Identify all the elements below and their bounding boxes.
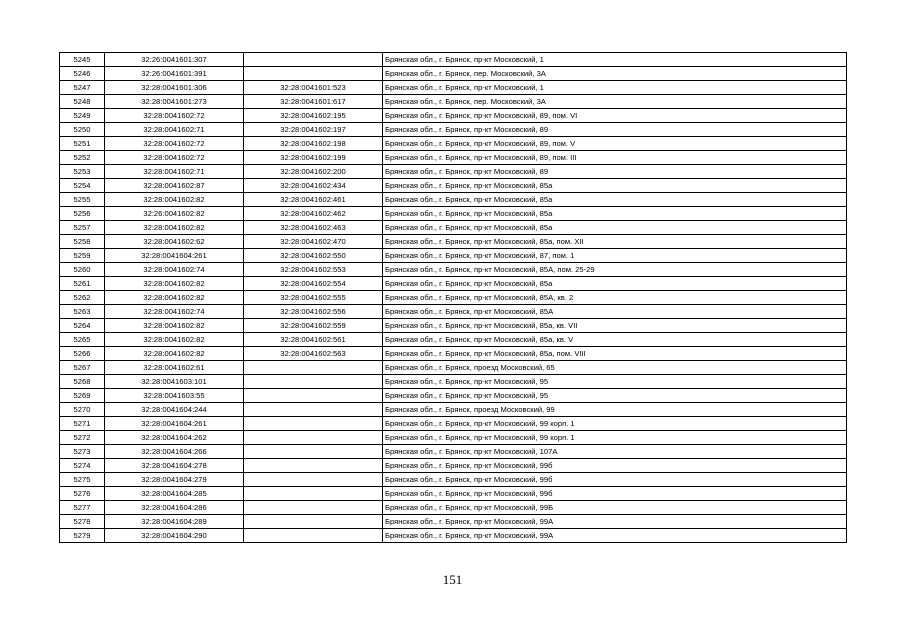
address-cell: Брянская обл., г. Брянск, пр-кт Московский, 89 bbox=[383, 123, 847, 137]
table-row bbox=[60, 333, 847, 347]
cadastral-number-cell: 32:28:0041602:82 bbox=[105, 319, 244, 333]
cadastral-number-cell: 32:28:0041604:244 bbox=[105, 403, 244, 417]
address-cell: Брянская обл., г. Брянск, пр-кт Московский, 107А bbox=[383, 445, 847, 459]
cadastral-number-cell: 32:28:0041602:61 bbox=[105, 361, 244, 375]
table-row bbox=[60, 193, 847, 207]
row-number-cell: 5260 bbox=[60, 263, 105, 277]
row-number-cell: 5248 bbox=[60, 95, 105, 109]
cadastral-number-cell: 32:28:0041604:285 bbox=[105, 487, 244, 501]
address-cell: Брянская обл., г. Брянск, пр-кт Московский, 1 bbox=[383, 53, 847, 67]
address-cell: Брянская обл., г. Брянск, пр-кт Московский, 85а, пом. XII bbox=[383, 235, 847, 249]
cadastral-number-cell: 32:28:0041602:74 bbox=[105, 263, 244, 277]
row-number-cell: 5265 bbox=[60, 333, 105, 347]
linked-cadastral-number-cell: 32:28:0041602:553 bbox=[244, 263, 383, 277]
address-cell: Брянская обл., г. Брянск, пр-кт Московский, 85А bbox=[383, 305, 847, 319]
table-row bbox=[60, 249, 847, 263]
row-number-cell: 5263 bbox=[60, 305, 105, 319]
row-number-cell: 5253 bbox=[60, 165, 105, 179]
table-row bbox=[60, 179, 847, 193]
registry-table-body bbox=[60, 53, 847, 543]
address-cell: Брянская обл., г. Брянск, пр-кт Московский, 99А bbox=[383, 515, 847, 529]
linked-cadastral-number-cell: 32:28:0041602:554 bbox=[244, 277, 383, 291]
linked-cadastral-number-cell bbox=[244, 375, 383, 389]
row-number-cell: 5252 bbox=[60, 151, 105, 165]
linked-cadastral-number-cell: 32:28:0041602:462 bbox=[244, 207, 383, 221]
cadastral-number-cell: 32:28:0041602:87 bbox=[105, 179, 244, 193]
address-cell: Брянская обл., г. Брянск, пр-кт Московский, 95 bbox=[383, 375, 847, 389]
table-row bbox=[60, 389, 847, 403]
table-row bbox=[60, 263, 847, 277]
address-cell: Брянская обл., г. Брянск, пер. Московский, 3А bbox=[383, 67, 847, 81]
row-number-cell: 5267 bbox=[60, 361, 105, 375]
table-row bbox=[60, 319, 847, 333]
address-cell: Брянская обл., г. Брянск, пр-кт Московский, 85а bbox=[383, 221, 847, 235]
linked-cadastral-number-cell: 32:28:0041602:556 bbox=[244, 305, 383, 319]
row-number-cell: 5245 bbox=[60, 53, 105, 67]
address-cell: Брянская обл., г. Брянск, пр-кт Московский, 85а bbox=[383, 193, 847, 207]
cadastral-number-cell: 32:28:0041602:82 bbox=[105, 333, 244, 347]
linked-cadastral-number-cell bbox=[244, 361, 383, 375]
row-number-cell: 5275 bbox=[60, 473, 105, 487]
table-row bbox=[60, 277, 847, 291]
address-cell: Брянская обл., г. Брянск, пр-кт Московский, 85а bbox=[383, 277, 847, 291]
linked-cadastral-number-cell bbox=[244, 487, 383, 501]
table-row bbox=[60, 529, 847, 543]
table-row bbox=[60, 347, 847, 361]
row-number-cell: 5262 bbox=[60, 291, 105, 305]
row-number-cell: 5272 bbox=[60, 431, 105, 445]
table-row bbox=[60, 501, 847, 515]
table-row bbox=[60, 487, 847, 501]
cadastral-number-cell: 32:28:0041604:286 bbox=[105, 501, 244, 515]
table-row bbox=[60, 123, 847, 137]
table-row bbox=[60, 165, 847, 179]
table-row bbox=[60, 221, 847, 235]
linked-cadastral-number-cell: 32:28:0041602:461 bbox=[244, 193, 383, 207]
cadastral-number-cell: 32:28:0041602:72 bbox=[105, 151, 244, 165]
linked-cadastral-number-cell: 32:28:0041602:555 bbox=[244, 291, 383, 305]
table-row bbox=[60, 431, 847, 445]
address-cell: Брянская обл., г. Брянск, пр-кт Московский, 99А bbox=[383, 529, 847, 543]
linked-cadastral-number-cell: 32:28:0041601:617 bbox=[244, 95, 383, 109]
row-number-cell: 5271 bbox=[60, 417, 105, 431]
address-cell: Брянская обл., г. Брянск, пр-кт Московский, 89, пом. VI bbox=[383, 109, 847, 123]
cadastral-number-cell: 32:28:0041602:72 bbox=[105, 109, 244, 123]
linked-cadastral-number-cell: 32:28:0041602:195 bbox=[244, 109, 383, 123]
linked-cadastral-number-cell: 32:28:0041602:470 bbox=[244, 235, 383, 249]
cadastral-number-cell: 32:28:0041604:266 bbox=[105, 445, 244, 459]
cadastral-number-cell: 32:28:0041604:290 bbox=[105, 529, 244, 543]
table-row bbox=[60, 137, 847, 151]
linked-cadastral-number-cell bbox=[244, 431, 383, 445]
linked-cadastral-number-cell: 32:28:0041602:463 bbox=[244, 221, 383, 235]
linked-cadastral-number-cell bbox=[244, 67, 383, 81]
registry-table bbox=[59, 52, 847, 543]
cadastral-number-cell: 32:28:0041602:62 bbox=[105, 235, 244, 249]
table-row bbox=[60, 207, 847, 221]
linked-cadastral-number-cell bbox=[244, 473, 383, 487]
row-number-cell: 5278 bbox=[60, 515, 105, 529]
row-number-cell: 5266 bbox=[60, 347, 105, 361]
linked-cadastral-number-cell: 32:28:0041602:563 bbox=[244, 347, 383, 361]
table-row bbox=[60, 459, 847, 473]
cadastral-number-cell: 32:28:0041602:82 bbox=[105, 193, 244, 207]
address-cell: Брянская обл., г. Брянск, пр-кт Московский, 89 bbox=[383, 165, 847, 179]
table-row bbox=[60, 81, 847, 95]
table-row bbox=[60, 291, 847, 305]
linked-cadastral-number-cell: 32:28:0041602:559 bbox=[244, 319, 383, 333]
cadastral-number-cell: 32:26:0041601:307 bbox=[105, 53, 244, 67]
address-cell: Брянская обл., г. Брянск, проезд Московский, 65 bbox=[383, 361, 847, 375]
address-cell: Брянская обл., г. Брянск, пр-кт Московский, 85а, пом. VIII bbox=[383, 347, 847, 361]
row-number-cell: 5277 bbox=[60, 501, 105, 515]
table-row bbox=[60, 375, 847, 389]
table-row bbox=[60, 361, 847, 375]
address-cell: Брянская обл., г. Брянск, пр-кт Московский, 87, пом. 1 bbox=[383, 249, 847, 263]
linked-cadastral-number-cell: 32:28:0041602:561 bbox=[244, 333, 383, 347]
table-row bbox=[60, 151, 847, 165]
cadastral-number-cell: 32:28:0041604:261 bbox=[105, 249, 244, 263]
table-row bbox=[60, 403, 847, 417]
linked-cadastral-number-cell bbox=[244, 529, 383, 543]
address-cell: Брянская обл., г. Брянск, пр-кт Московский, 99б bbox=[383, 473, 847, 487]
row-number-cell: 5259 bbox=[60, 249, 105, 263]
row-number-cell: 5255 bbox=[60, 193, 105, 207]
cadastral-number-cell: 32:26:0041601:391 bbox=[105, 67, 244, 81]
row-number-cell: 5276 bbox=[60, 487, 105, 501]
linked-cadastral-number-cell: 32:28:0041602:197 bbox=[244, 123, 383, 137]
cadastral-number-cell: 32:28:0041601:273 bbox=[105, 95, 244, 109]
row-number-cell: 5250 bbox=[60, 123, 105, 137]
address-cell: Брянская обл., г. Брянск, пр-кт Московский, 85А, пом. 25-29 bbox=[383, 263, 847, 277]
table-row bbox=[60, 305, 847, 319]
table-row bbox=[60, 445, 847, 459]
table-row bbox=[60, 417, 847, 431]
cadastral-number-cell: 32:28:0041602:82 bbox=[105, 291, 244, 305]
address-cell: Брянская обл., г. Брянск, пр-кт Московский, 89, пом. III bbox=[383, 151, 847, 165]
address-cell: Брянская обл., г. Брянск, пр-кт Московский, 99б bbox=[383, 487, 847, 501]
cadastral-number-cell: 32:28:0041604:278 bbox=[105, 459, 244, 473]
cadastral-number-cell: 32:28:0041602:74 bbox=[105, 305, 244, 319]
address-cell: Брянская обл., г. Брянск, пр-кт Московский, 99 корп. 1 bbox=[383, 431, 847, 445]
linked-cadastral-number-cell: 32:28:0041602:434 bbox=[244, 179, 383, 193]
row-number-cell: 5258 bbox=[60, 235, 105, 249]
row-number-cell: 5270 bbox=[60, 403, 105, 417]
linked-cadastral-number-cell bbox=[244, 459, 383, 473]
row-number-cell: 5251 bbox=[60, 137, 105, 151]
row-number-cell: 5273 bbox=[60, 445, 105, 459]
cadastral-number-cell: 32:28:0041603:101 bbox=[105, 375, 244, 389]
address-cell: Брянская обл., г. Брянск, пр-кт Московский, 85а bbox=[383, 207, 847, 221]
address-cell: Брянская обл., г. Брянск, пр-кт Московский, 1 bbox=[383, 81, 847, 95]
address-cell: Брянская обл., г. Брянск, пр-кт Московский, 99Б bbox=[383, 501, 847, 515]
row-number-cell: 5246 bbox=[60, 67, 105, 81]
row-number-cell: 5254 bbox=[60, 179, 105, 193]
row-number-cell: 5279 bbox=[60, 529, 105, 543]
row-number-cell: 5249 bbox=[60, 109, 105, 123]
linked-cadastral-number-cell bbox=[244, 403, 383, 417]
address-cell: Брянская обл., г. Брянск, пр-кт Московский, 95 bbox=[383, 389, 847, 403]
table-row bbox=[60, 53, 847, 67]
linked-cadastral-number-cell: 32:28:0041602:198 bbox=[244, 137, 383, 151]
linked-cadastral-number-cell bbox=[244, 389, 383, 403]
row-number-cell: 5247 bbox=[60, 81, 105, 95]
linked-cadastral-number-cell bbox=[244, 417, 383, 431]
address-cell: Брянская обл., г. Брянск, пр-кт Московский, 85а, кв. VII bbox=[383, 319, 847, 333]
table-row bbox=[60, 95, 847, 109]
address-cell: Брянская обл., г. Брянск, пр-кт Московский, 85А, кв. 2 bbox=[383, 291, 847, 305]
linked-cadastral-number-cell bbox=[244, 515, 383, 529]
address-cell: Брянская обл., г. Брянск, пр-кт Московский, 99 корп. 1 bbox=[383, 417, 847, 431]
page-number: 151 bbox=[442, 572, 463, 587]
table-row bbox=[60, 109, 847, 123]
cadastral-number-cell: 32:26:0041602:82 bbox=[105, 207, 244, 221]
linked-cadastral-number-cell bbox=[244, 445, 383, 459]
cadastral-number-cell: 32:28:0041602:82 bbox=[105, 347, 244, 361]
address-cell: Брянская обл., г. Брянск, пр-кт Московский, 99б bbox=[383, 459, 847, 473]
cadastral-number-cell: 32:28:0041603:55 bbox=[105, 389, 244, 403]
linked-cadastral-number-cell: 32:28:0041602:200 bbox=[244, 165, 383, 179]
linked-cadastral-number-cell bbox=[244, 53, 383, 67]
linked-cadastral-number-cell: 32:28:0041602:550 bbox=[244, 249, 383, 263]
cadastral-number-cell: 32:28:0041604:289 bbox=[105, 515, 244, 529]
cadastral-number-cell: 32:28:0041602:71 bbox=[105, 123, 244, 137]
row-number-cell: 5256 bbox=[60, 207, 105, 221]
row-number-cell: 5274 bbox=[60, 459, 105, 473]
cadastral-number-cell: 32:28:0041604:262 bbox=[105, 431, 244, 445]
address-cell: Брянская обл., г. Брянск, проезд Московский, 99 bbox=[383, 403, 847, 417]
cadastral-number-cell: 32:28:0041601:306 bbox=[105, 81, 244, 95]
cadastral-number-cell: 32:28:0041602:82 bbox=[105, 277, 244, 291]
cadastral-number-cell: 32:28:0041604:279 bbox=[105, 473, 244, 487]
linked-cadastral-number-cell: 32:28:0041601:523 bbox=[244, 81, 383, 95]
table-row bbox=[60, 67, 847, 81]
row-number-cell: 5268 bbox=[60, 375, 105, 389]
cadastral-number-cell: 32:28:0041602:71 bbox=[105, 165, 244, 179]
row-number-cell: 5257 bbox=[60, 221, 105, 235]
table-row bbox=[60, 235, 847, 249]
linked-cadastral-number-cell bbox=[244, 501, 383, 515]
address-cell: Брянская обл., г. Брянск, пр-кт Московский, 89, пом. V bbox=[383, 137, 847, 151]
address-cell: Брянская обл., г. Брянск, пр-кт Московский, 85а bbox=[383, 179, 847, 193]
table-row bbox=[60, 473, 847, 487]
cadastral-number-cell: 32:28:0041604:261 bbox=[105, 417, 244, 431]
table-row bbox=[60, 515, 847, 529]
row-number-cell: 5264 bbox=[60, 319, 105, 333]
address-cell: Брянская обл., г. Брянск, пр-кт Московский, 85а, кв. V bbox=[383, 333, 847, 347]
address-cell: Брянская обл., г. Брянск, пер. Московский, 3А bbox=[383, 95, 847, 109]
cadastral-number-cell: 32:28:0041602:82 bbox=[105, 221, 244, 235]
linked-cadastral-number-cell: 32:28:0041602:199 bbox=[244, 151, 383, 165]
row-number-cell: 5269 bbox=[60, 389, 105, 403]
row-number-cell: 5261 bbox=[60, 277, 105, 291]
cadastral-number-cell: 32:28:0041602:72 bbox=[105, 137, 244, 151]
